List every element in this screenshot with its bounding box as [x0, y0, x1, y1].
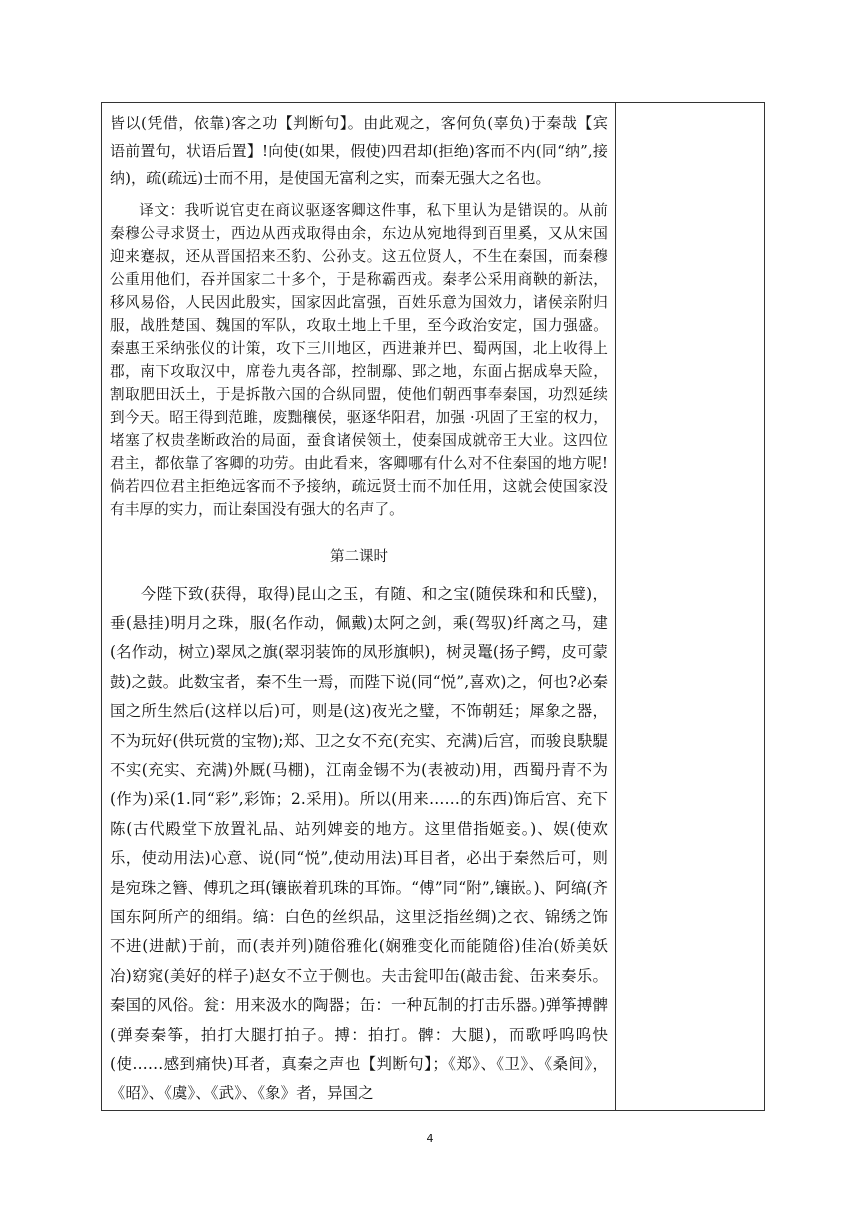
- text-cell: [110, 110, 608, 1109]
- page-number: 4: [426, 1132, 434, 1145]
- paragraph-translation: 译文：我听说官吏在商议驱逐客卿这件事，私下里认为是错误的。从前秦穆公寻求贤士，西边从西戎取得由余，东边从宛地得到百里奚，又从宋国迎来蹇叔，还从晋国招来丕豹、公孙支。这五位贤人，不生在秦国，而秦穆公重用他们，吞并国家二十多个，于是称霸西戎。秦孝公采用商鞅的新法，移风易俗，人民因此殷实，国家因此富强，百姓乐意为国效力，诸侯亲附归服，战胜楚国、魏国的军队，攻取土地上千里，至今政治安定，国力强盛。秦惠王采纳张仪的计策，攻下三川地区，西进兼并巴、蜀两国，北上收得上郡，南下攻取汉中，席卷九夷各部，控制鄢、郢之地，东面占据成皋天险，割取肥田沃土，于是拆散六国的合纵同盟，使他们朝西事奉秦国，功烈延续到今天。昭王得到范雎，废黜穰侯，驱逐华阳君，加强 ·巩固了王室的权力，堵塞了权贵垄断政治的局面，蚕食诸侯领土，使秦国成就帝王大业。这四位君主，都依靠了客卿的功劳。由此看来，客卿哪有什么对不住秦国的地方呢!倘若四位君主拒绝远客而不予接纳，疏远贤士而不加任用，这就会使国家没有丰厚的实力，而让秦国没有强大的名声了。: [110, 201, 608, 518]
- paragraph-second-lesson: 今陛下致(获得，取得)昆山之玉，有随、和之宝(随侯珠和和氏璧)，垂(悬挂)明月之珠，服(名作动，佩戴)太阿之剑，乘(驾驭)纤离之马，建(名作动，树立)翠凤之旗(翠羽装饰的凤形旗帜)，树灵鼍(扬子鳄，皮可蒙鼓)之鼓。此数宝者，秦不生一焉，而陛下说(同“悦”,喜欢)之，何也?必秦国之所生然后(这样以后)可，则是(这)夜光之璧，不饰朝廷；犀象之器，不为玩好(供玩赏的宝物);郑、卫之女不充(充实、充满)后宫，而骏良駃騠不实(充实、充满)外厩(马棚)，江南金锡不为(表被动)用，西蜀丹青不为(作为)采(1.同“彩”,彩饰；2.采用)。所以(用来……的东西)饰后宫、充下陈(古代殿堂下放置礼品、站列婢妾的地方。这里借指姬妾。)、娱(使欢乐，使动用法)心意、说(同“悦”,使动用法)耳目者，必出于秦然后可，则是宛珠之簪、傅玑之珥(镶嵌着玑珠的耳饰。“傅”同“附”,镶嵌。)、阿缟(齐国东阿所产的细绢。缟：白色的丝织品，这里泛指丝绸)之衣、锦绣之饰不进(进献)于前，而(表并列)随俗雅化(娴雅变化而能随俗)佳冶(娇美妖冶)窈窕(美好的样子)赵女不立于侧也。夫击瓮叩缶(敲击瓮、缶来奏乐。秦国的风俗。瓮：用来汲水的陶器；缶：一种瓦制的打击乐器。)弹筝搏髀(弹奏秦筝，拍打大腿打拍子。搏：拍打。髀：大腿)，而歌呼呜呜快(使……感到痛快)耳者，真秦之声也【判断句】；《郑》、《卫》、《桑间》，《昭》、《虞》、《武》、《象》者，异国之: [110, 584, 608, 1103]
- table-column-divider: [615, 102, 616, 1111]
- paragraph-original-text: 皆以(凭借，依靠)客之功【判断句】。由此观之，客何负(辜负)于秦哉【宾语前置句，状语后置】!向使(如果，假使)四君却(拒绝)客而不内(同“纳”,接纳)，疏(疏远)士而不用，是使国无富利之实，而秦无强大之名也。: [110, 114, 608, 187]
- section-heading: 第二课时: [330, 548, 388, 565]
